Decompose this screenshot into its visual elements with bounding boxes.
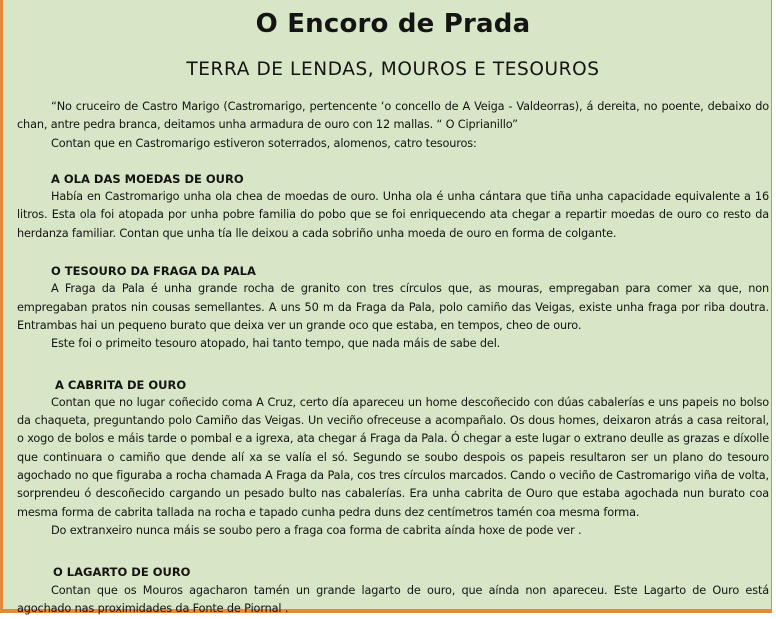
section-paragraph: Este foi o primeito tesouro atopado, hai tanto tempo, que nada máis de sabe del.: [51, 337, 501, 351]
section-ola-das-moedas: [17, 170, 769, 243]
intro-text: Contan que en Castromarigo estiveron soterrados, alomenos, catro tesouros:: [51, 136, 477, 150]
section-heading: A OLA DAS MOEDAS DE OURO: [51, 171, 244, 186]
page-title: O Encoro de Prada: [255, 9, 531, 39]
section-paragraph: Contan que os Mouros agacharon tamén un grande lagarto de ouro, que aínda non apareceu. Este Lagarto de Ouro está agochado nas proximidades da Fonte de Piornal .: [17, 583, 769, 615]
section-heading: A CABRITA DE OURO: [55, 377, 187, 392]
section-paragraph: Do extranxeiro nunca máis se soubo pero a fraga coa forma de cabrita aínda hoxe de pode ver .: [51, 523, 582, 537]
section-paragraph: A Fraga da Pala é unha grande rocha de granito con tres círculos que, as mouras, empregaban para comer xa que, non empregaban pratos nin cousas semellantes. A uns 50 m da Fraga da Pala, polo camiño das Veigas, existe unha fraga por riba doutra. Entrambas hai un pequeno burato que deixa ver un grande oco que estaba, en tempos, cheo de ouro.: [17, 282, 769, 332]
section-heading: O LAGARTO DE OURO: [53, 565, 191, 580]
section-fraga-da-pala: [17, 262, 769, 353]
section-paragraph: Había en Castromarigo unha ola chea de moedas de ouro. Unha ola é unha cántara que tiña unha capacidade equivalente a 16 litros. Esta ola foi atopada por unha pobre familia do pobo que se foi enriquecendo ata chegar a repartir moedas de ouro co resto da herdanza familiar. Contan que unha tía lle deixou a cada sobriño unha moeda de ouro en forma de colgante.: [17, 190, 769, 240]
intro-quote: “No cruceiro de Castro Marigo (Castromarigo, pertencente ‘o concello de A Veiga - Valdeorras), á dereita, no poente, debaixo do chan, antre pedra branca, deitamos unha armadura de ouro con 12 mallas. “ O Ciprianillo”: [17, 100, 769, 132]
section-cabrita-de-ouro: [17, 376, 769, 541]
section-heading: O TESOURO DA FRAGA DA PALA: [51, 264, 256, 279]
section-paragraph: Contan que no lugar coñecido coma A Cruz, certo día apareceu un home descoñecido con dúas cabalerías e uns papeis no bolso da chaqueta, preguntando polo Camiño das Veigas. Un veciño ofreceuse a acompañalo. Os dous homes, deixaron atrás a casa reitoral, o xogo de bolos e máis tarde o pombal e a igrexa, ata chegar á Fraga da Pala. Ó chegar a este lugar o extrano deulle as grazas e díxolle que continuara o camiño que dende alí xa se valía el só. Segundo se soubo despois os papeis resultaron ser un plano do tesouro agochado no que figuraba a rocha chamada A Fraga da Pala, cos tres círculos marcados. Cando o veciño de Castromarigo viña de volta, sorprendeu ó descoñecido cargando un pesado bulto nas cabalerías. Era unha cabrita de Ouro que estaba agochada nun burato coa mesma forma de cabrita tallada na rocha e tapado cunha pedra duns dez centímetros tamén coa mesma forma.: [17, 395, 769, 519]
page-subtitle: TERRA DE LENDAS, MOUROS E TESOUROS: [186, 59, 600, 80]
section-lagarto-de-ouro: [17, 563, 769, 618]
document-content: [17, 4, 769, 618]
